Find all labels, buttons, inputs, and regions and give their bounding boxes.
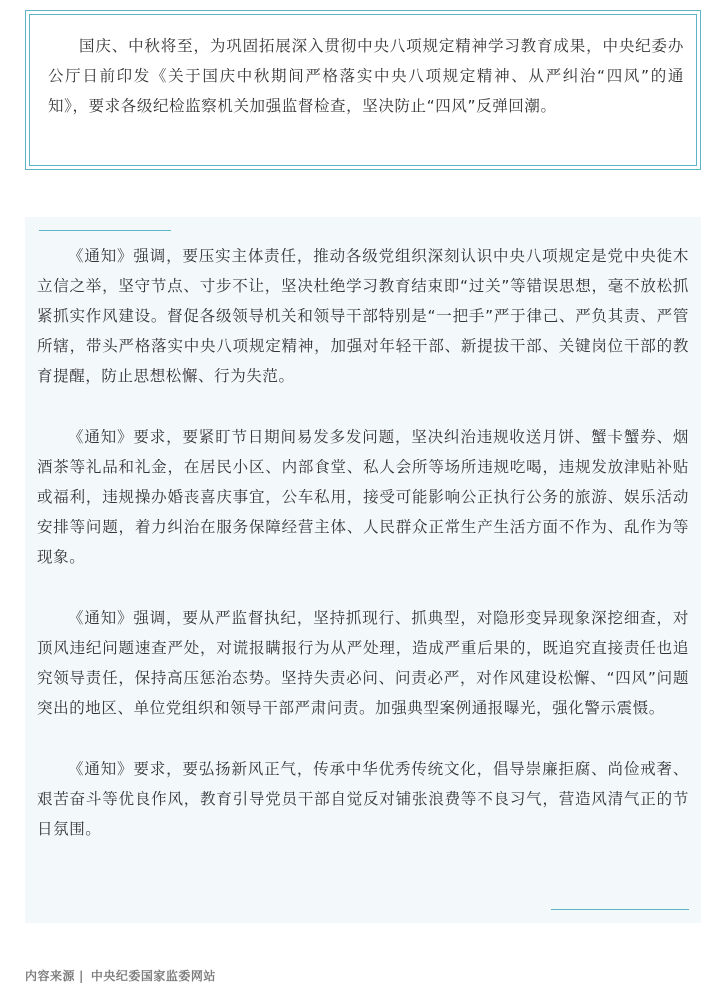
source-label: 内容来源	[25, 969, 76, 983]
top-decorative-rule	[39, 230, 171, 231]
article-body-panel	[25, 217, 701, 923]
body-paragraph-3: 《通知》强调，要从严监督执纪，坚持抓现行、抓典型，对隐形变异现象深挖细查，对顶风违纪问题速查严处，对谎报瞒报行为从严处理，造成严重后果的，既追究直接责任也追究领导责任，保持高压惩治态势。坚持失责必问、问责必严，对作风建设松懈、“四风”问题突出的地区、单位党组织和领导干部严肃问责。加强典型案例通报曝光，强化警示震慑。	[37, 609, 689, 717]
body-paragraph-2: 《通知》要求，要紧盯节日期间易发多发问题，坚决纠治违规收送月饼、蟹卡蟹券、烟酒茶等礼品和礼金，在居民小区、内部食堂、私人会所等场所违规吃喝，违规发放津贴补贴或福利，违规操办婚丧喜庆事宜，公车私用，接受可能影响公正执行公务的旅游、娱乐活动安排等问题，着力纠治在服务保障经营主体、人民群众正常生产生活方面不作为、乱作为等现象。	[37, 428, 689, 566]
intro-paragraph: 国庆、中秋将至，为巩固拓展深入贯彻中央八项规定精神学习教育成果，中央纪委办公厅日前印发《关于国庆中秋期间严格落实中央八项规定精神、从严纠治“四风”的通知》，要求各级纪检监察机关加强监督检查，坚决防止“四风”反弹回潮。	[48, 37, 684, 115]
body-paragraph-4: 《通知》要求，要弘扬新风正气，传承中华优秀传统文化，倡导崇廉拒腐、尚俭戒奢、艰苦奋斗等优良作风，教育引导党员干部自觉反对铺张浪费等不良习气，营造风清气正的节日氛围。	[37, 760, 689, 838]
source-separator: |	[79, 969, 84, 983]
bottom-decorative-rule	[551, 909, 689, 910]
intro-inner-frame	[29, 14, 697, 166]
body-paragraph-1: 《通知》强调，要压实主体责任，推动各级党组织深刻认识中央八项规定是党中央徙木立信之举，坚守节点、寸步不让，坚决杜绝学习教育结束即“过关”等错误思想，毫不放松抓紧抓实作风建设。督促各级领导机关和领导干部特别是“一把手”严于律己、严负其责、严管所辖，带头严格落实中央八项规定精神，加强对年轻干部、新提拔干部、关键岗位干部的教育提醒，防止思想松懈、行为失范。	[37, 247, 689, 385]
content-source	[25, 967, 216, 984]
source-name: 中央纪委国家监委网站	[90, 969, 216, 983]
intro-box	[25, 10, 701, 170]
